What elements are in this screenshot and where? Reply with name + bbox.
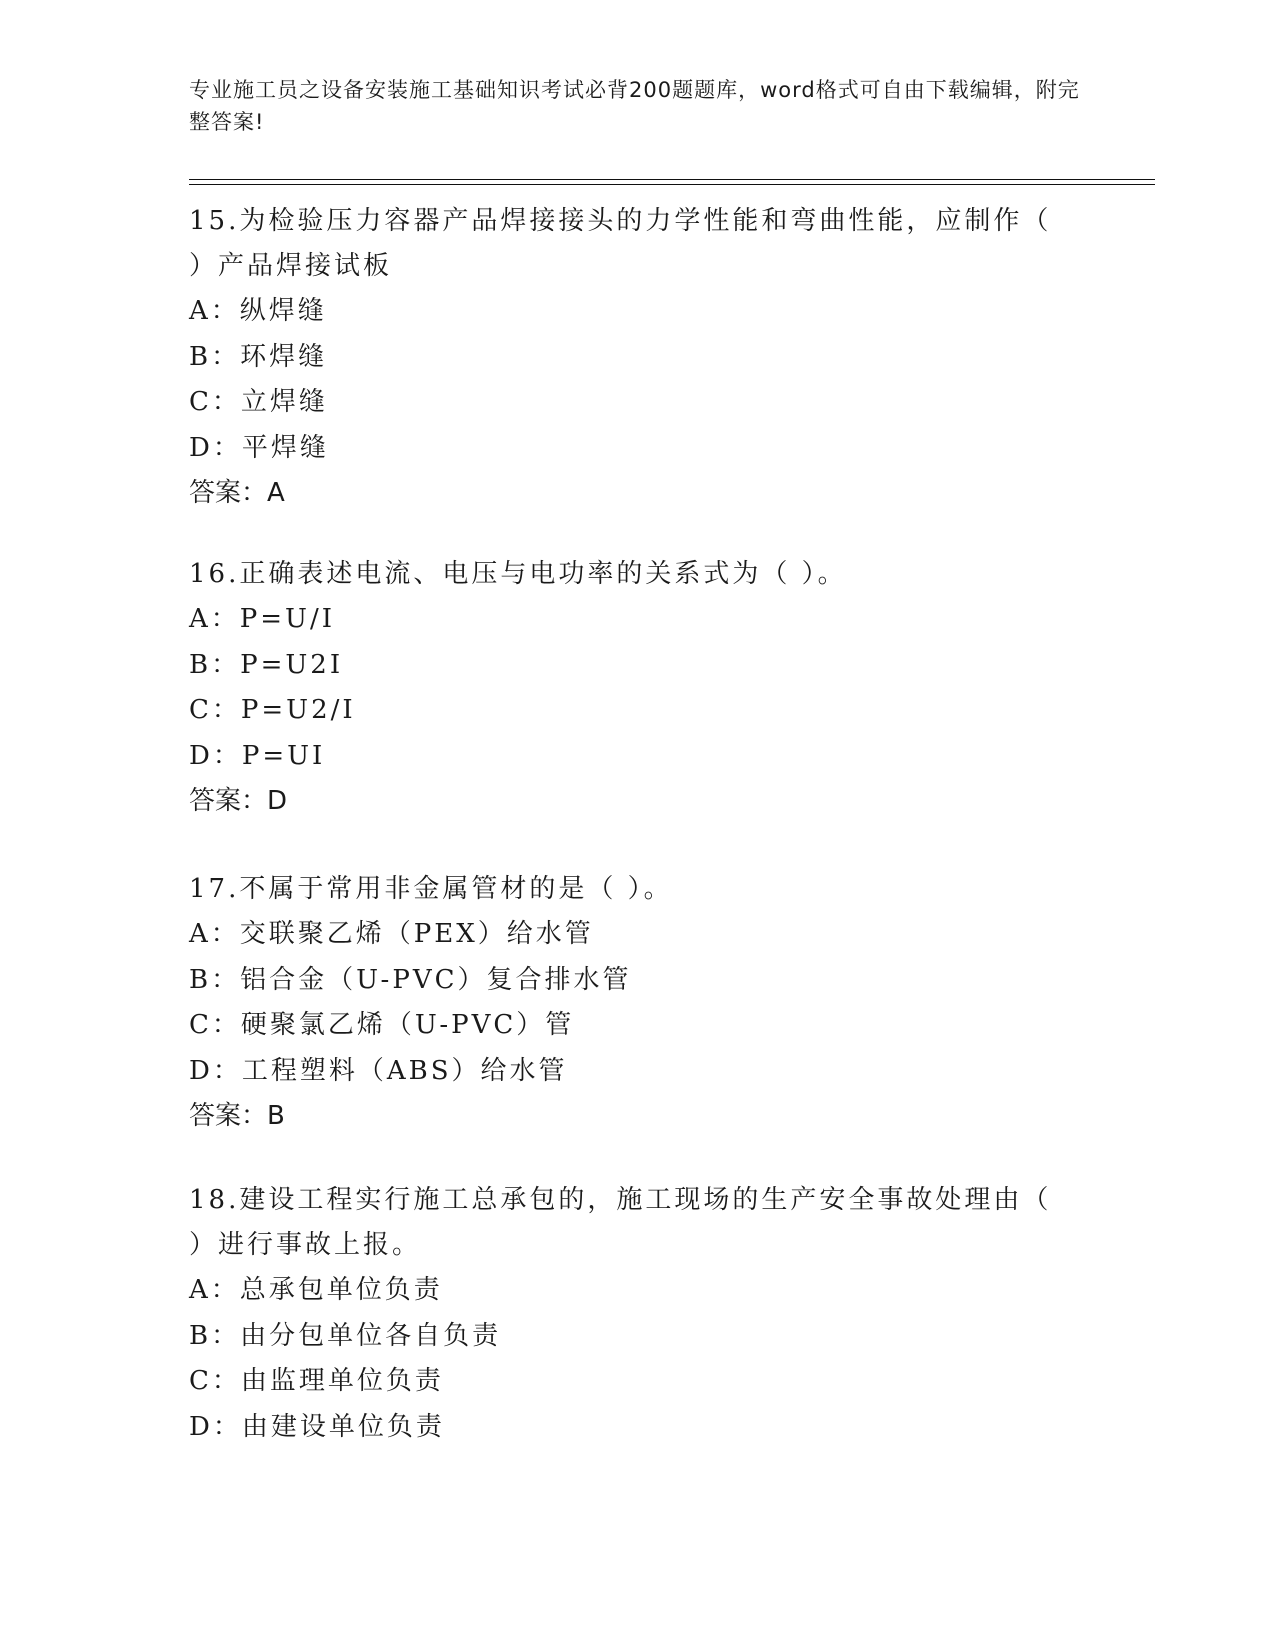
answer-line [189, 471, 1069, 517]
question-title: 18.建设工程实行施工总承包的，施工现场的生产安全事故处理由（ ）进行事故上报。 [189, 1185, 1052, 1260]
question-title: 16.正确表述电流、电压与电功率的关系式为（ ）。 [189, 559, 847, 589]
header-divider-top [189, 179, 1155, 180]
option-b: B：环焊缝 [189, 341, 328, 372]
answer-line [189, 1094, 1069, 1140]
answer-value: D [267, 786, 288, 816]
question-title: 15.为检验压力容器产品焊接接头的力学性能和弯曲性能，应制作（ ）产品焊接试板 [189, 206, 1052, 281]
answer-label: 答案： [189, 478, 268, 508]
option-a: A：纵焊缝 [189, 296, 327, 326]
option-d: D：P=UI [189, 740, 326, 771]
option-d: D：工程塑料（ABS）给水管 [189, 1055, 568, 1086]
question-title: 17.不属于常用非金属管材的是（ ）。 [189, 874, 673, 904]
option-a: A：总承包单位负责 [189, 1275, 443, 1305]
option-c: C：由监理单位负责 [189, 1366, 444, 1396]
option-b: B：铝合金（U-PVC）复合排水管 [189, 964, 632, 995]
option-c: C：立焊缝 [189, 387, 328, 417]
option-c: C：硬聚氯乙烯（U-PVC）管 [189, 1010, 575, 1040]
option-d: D：平焊缝 [189, 432, 329, 463]
answer-value: B [267, 1101, 285, 1131]
answer-line [189, 779, 1069, 825]
question-15 [189, 199, 1069, 517]
option-a: A：P=U/I [189, 604, 335, 634]
document-header: 专业施工员之设备安装施工基础知识考试必背200题题库，word格式可自由下载编辑，附完整答案! [189, 78, 1080, 134]
option-c: C：P=U2/I [189, 695, 356, 725]
option-b: B：由分包单位各自负责 [189, 1320, 502, 1351]
option-d: D：由建设单位负责 [189, 1411, 445, 1442]
question-16 [189, 552, 1069, 825]
header-divider-bottom [189, 184, 1155, 185]
option-a: A：交联聚乙烯（PEX）给水管 [189, 919, 594, 949]
question-18 [189, 1178, 1069, 1450]
answer-value: A [267, 478, 285, 508]
answer-label: 答案： [189, 786, 268, 816]
option-b: B：P=U2I [189, 649, 344, 680]
question-17 [189, 867, 1069, 1140]
answer-label: 答案： [189, 1101, 268, 1131]
